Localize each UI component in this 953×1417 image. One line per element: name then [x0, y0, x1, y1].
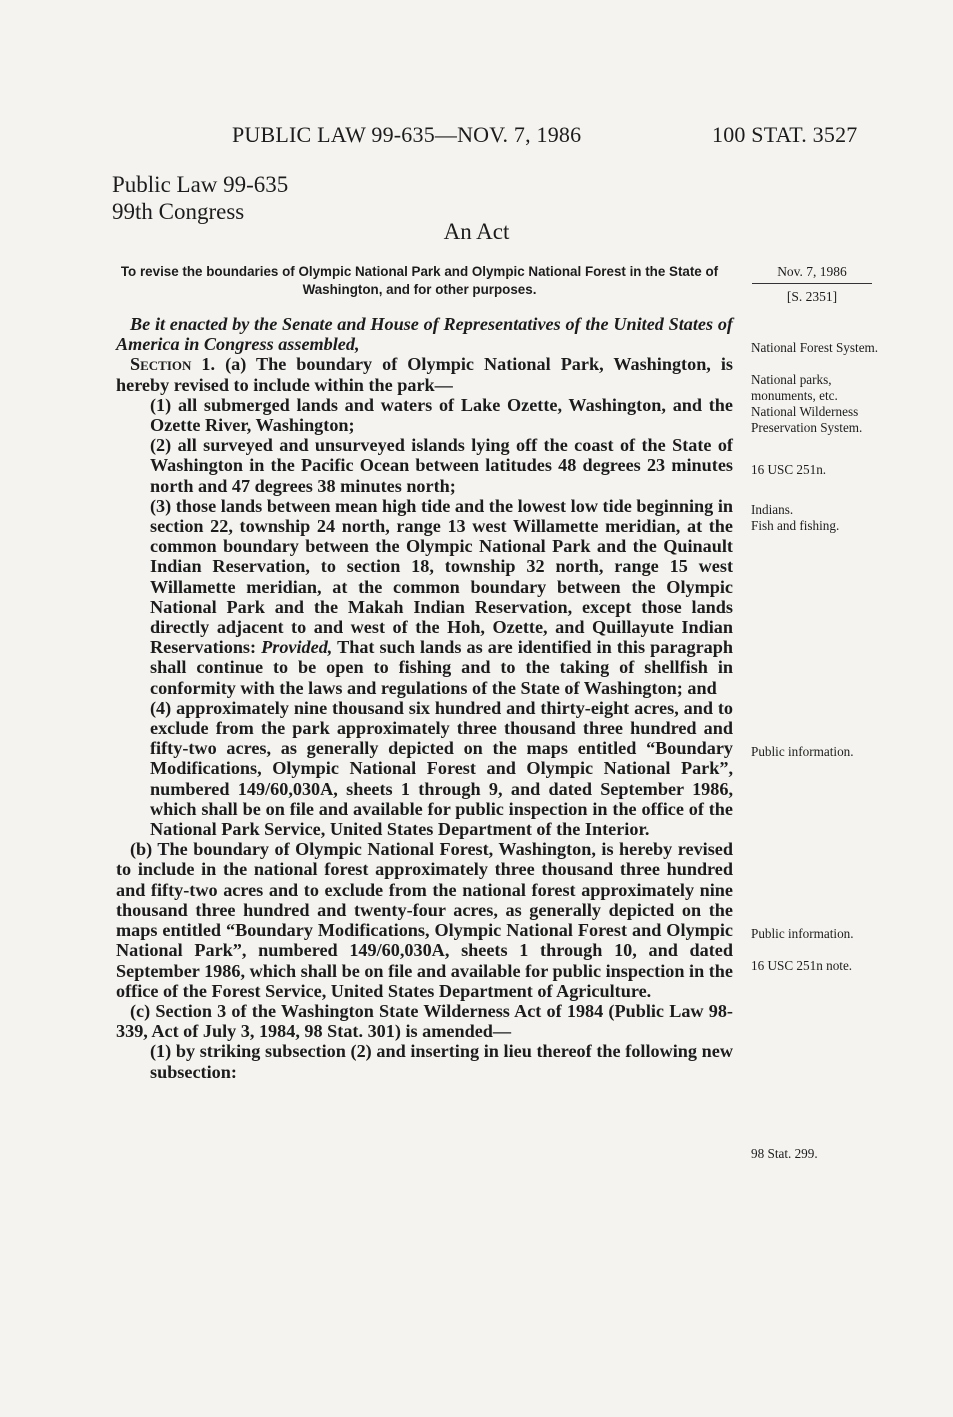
proviso-word: Provided,: [261, 637, 333, 658]
running-head-right: 100 STAT. 3527: [712, 122, 858, 147]
paragraph-4-text: (4) approximately nine thousand six hundred and thirty-eight acres, and to exclude from the park approximately three thousand three hundred and fifty-two acres, as generally depicted on the maps entitled “Boundary Modifications, Olympic National Forest and Olympic National Park”, numbered 149/60,030A, sheets 1 through 9, and dated September 1986, which shall be on file and available for public inspection in the office of the National Park Service, United States Department of the Interior.: [150, 697, 733, 840]
paragraph-3-text: (3) those lands between mean high tide and the lowest low tide beginning in section 22, township 24 north, range 13 west Willamette meridian, at the common boundary between the Olympic National Park and the Quinault Indian Reservation, to section 18, township 32 north, range 15 west Willamette meridian, at the common boundary between the Olympic National Park and the Makah Indian Reservation, except those lands directly adjacent to and west of the Hoh, Ozette, and Quillayute Indian Reservations:: [150, 495, 733, 658]
paragraph-3-proviso-text: That such lands as are identified in this paragraph shall continue to be open to fishing and to the taking of shellfish in conformity with the laws and regulations of the State of Washington; and: [150, 637, 733, 698]
margin-bill-number: [S. 2351]: [786, 289, 838, 304]
margin-date-block: [752, 263, 872, 306]
margin-note-public-info-2: Public information.: [751, 926, 854, 941]
margin-note-national-parks: National parks, monuments, etc.: [751, 372, 838, 403]
paragraph-1-text: (1) all submerged lands and waters of Lake Ozette, Washington, and the Ozette River, Washington;: [150, 394, 733, 436]
amendment-1: (1) by striking subsection (2) and inserting in lieu thereof the following new subsection:: [150, 1041, 733, 1082]
paragraph-2-text: (2) all surveyed and unsurveyed islands lying off the coast of the State of Washington in the Pacific Ocean between latitudes 48 degrees 23 minutes north and 47 degrees 38 minutes north;: [150, 435, 733, 496]
margin-note-indians: Indians.: [751, 502, 794, 517]
purpose-statement: To revise the boundaries of Olympic National Park and Olympic National Forest in the State of Washington, and for other purposes.: [120, 264, 719, 297]
public-law-number: Public Law 99-635: [112, 172, 289, 197]
margin-note-forest-system: National Forest System.: [751, 340, 879, 355]
margin-note-usc-note: 16 USC 251n note.: [751, 958, 853, 973]
paragraph-1: [116, 395, 733, 435]
act-heading: An Act: [443, 219, 510, 244]
section-1a-text: (a) The boundary of Olympic National Park, Washington, is hereby revised to include within the park—: [116, 354, 734, 395]
paragraph-3: [116, 496, 733, 698]
running-head-left: PUBLIC LAW 99-635—NOV. 7, 1986: [232, 122, 582, 147]
paragraph-4: [116, 698, 733, 839]
act-body: [116, 314, 733, 1082]
section-1a: [116, 354, 733, 394]
section-1b: (b) The boundary of Olympic National Forest, Washington, is hereby revised to include in the national forest approximately three thousand three hundred and fifty-two acres and to exclude from the national forest approximately nine thousand three hundred and twenty-four acres, as generally depicted on the maps entitled “Boundary Modifications, Olympic National Forest and Olympic National Park”, numbered 149/60,030A, sheets 1 through 10, and dated September 1986, which shall be on file and available for public inspection in the office of the Forest Service, United States Department of Agriculture.: [116, 839, 733, 1001]
section-label: Section 1.: [130, 354, 216, 375]
enacting-clause: Be it enacted by the Senate and House of Representatives of the United States of America in Congress assembled,: [116, 314, 733, 355]
margin-note-stat: 98 Stat. 299.: [751, 1146, 818, 1161]
section-1c: (c) Section 3 of the Washington State Wilderness Act of 1984 (Public Law 98-339, Act of July 3, 1984, 98 Stat. 301) is amended—: [116, 1000, 733, 1042]
margin-date: Nov. 7, 1986: [752, 263, 872, 284]
paragraph-2: [116, 435, 733, 496]
margin-note-public-info-1: Public information.: [751, 744, 854, 759]
margin-note-wilderness: National Wilderness Preservation System.: [751, 404, 863, 435]
margin-note-fishing: Fish and fishing.: [751, 518, 840, 533]
margin-note-usc: 16 USC 251n.: [751, 462, 827, 477]
congress-number: 99th Congress: [112, 199, 245, 224]
